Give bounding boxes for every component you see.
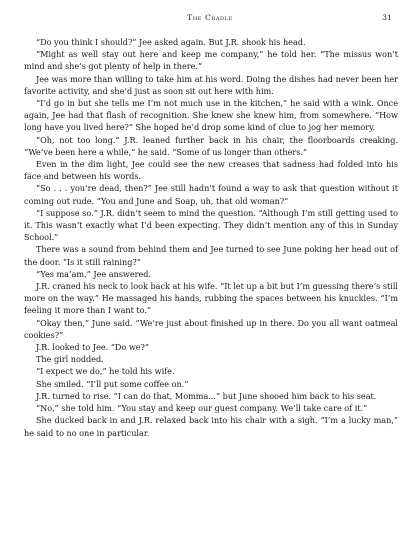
paragraph: “Might as well stay out here and keep me company,” he told her. “The missus won’t mind and she’s got plenty of help in there.”: [24, 49, 398, 72]
paragraph: “Oh, not too long.” J.R. leaned further back in his chair, the floorboards creaking. “We’ve been here a while,” he said. “Some of us longer than others.”: [24, 134, 398, 157]
paragraph: J.R. craned his neck to look back at his wife. “It let up a bit but I’m guessing there’s still more on the way.” He massaged his hands, rubbing the spaces between his knuckles. “I’m feeling it more than I want to.”: [24, 281, 398, 316]
paragraph: “Okay then,” June said. “We’re just about finished up in there. Do you all want oatmeal cookies?”: [24, 317, 398, 340]
paragraph: “No,” she told him. “You stay and keep our guest company. We’ll take care of it.”: [36, 403, 368, 414]
running-title: The Cradle: [187, 13, 233, 22]
paragraph: “I suppose so.” J.R. didn’t seem to mind the question. “Although I’m still getting used to it. This wasn’t exactly what I’d been expecting. They didn’t mention any of this in Sunday School.”: [24, 207, 398, 243]
paragraph: She ducked back in and J.R. relaxed back into his chair with a sigh. “I’m a lucky man,” he said to no one in particular.: [24, 415, 398, 438]
paragraph: She smiled. “I’ll put some coffee on.”: [36, 378, 189, 389]
page-number: 31: [382, 13, 392, 22]
paragraph: “I expect we do,” he told his wife.: [36, 366, 175, 377]
paragraph: The girl nodded.: [36, 354, 104, 365]
paragraph: “I’d go in but she tells me I’m not much use in the kitchen,” he said with a wink. Once again, Jee had that flash of recognition. She knew she knew him, from somewhere. “How long have you lived here?” She hoped he’d drop some kind of clue to jog her memory.: [24, 98, 398, 133]
paragraph: “Do you think I should?” Jee asked again. But J.R. shook his head.: [36, 37, 306, 47]
body-text: [24, 36, 398, 439]
paragraph: “So . . . you’re dead, then?” Jee still hadn’t found a way to ask that question without it coming out rude. “You and June and Soap, uh, that old woman?”: [24, 183, 398, 206]
paragraph: There was a sound from behind them and Jee turned to see June poking her head out of the door. “Is it still raining?”: [24, 244, 398, 267]
paragraph: “Yes ma’am,” Jee answered.: [36, 268, 152, 279]
paragraph: Jee was more than willing to take him at his word. Doing the dishes had never been her favorite activity, and she’d just as soon sit out here with him.: [24, 73, 398, 96]
paragraph: J.R. turned to rise. “I can do that, Momma...” but June shooed him back to his seat.: [36, 390, 377, 401]
paragraph: Even in the dim light, Jee could see the new creases that sadness had folded into his face and between his words.: [24, 159, 398, 182]
paragraph: J.R. looked to Jee. “Do we?”: [36, 342, 150, 353]
running-header: [0, 13, 420, 25]
